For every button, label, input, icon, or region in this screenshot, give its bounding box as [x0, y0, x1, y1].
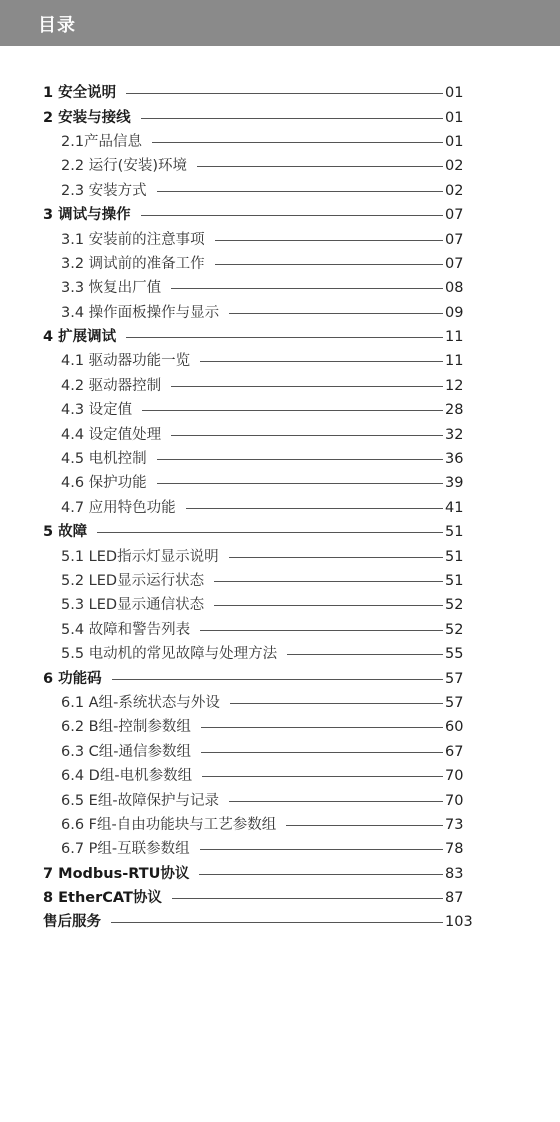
toc-entry-label: 2 安装与接线 [43, 109, 131, 126]
toc-entry-label: 2.1产品信息 [61, 133, 143, 150]
toc-leader-line [230, 703, 443, 704]
toc-entry-label: 6.6 F组-自由功能块与工艺参数组 [61, 816, 277, 833]
toc-chapter-entry[interactable] [0, 886, 560, 910]
toc-section-entry[interactable] [0, 837, 560, 861]
toc-page-number: 09 [445, 304, 464, 321]
toc-page-number: 51 [445, 573, 464, 589]
toc-section-entry[interactable] [0, 179, 560, 203]
header-bar [0, 0, 560, 46]
toc-leader-line [200, 849, 443, 850]
toc-section-entry[interactable] [0, 374, 560, 398]
toc-page-number: 07 [445, 255, 464, 272]
toc-leader-line [126, 337, 443, 338]
toc-entry-label: 8 EtherCAT协议 [43, 890, 162, 907]
toc-page-number: 103 [445, 914, 473, 931]
toc-entry-label: 3.4 操作面板操作与显示 [61, 304, 220, 321]
toc-chapter-entry[interactable] [0, 910, 560, 934]
toc-entry-label: 2.2 运行(安装)环境 [61, 158, 187, 175]
toc-leader-line [141, 215, 443, 216]
toc-entry-label: 4.5 电机控制 [61, 451, 147, 468]
toc-leader-line [287, 654, 443, 655]
toc-entry-label: 5.5 电动机的常见故障与处理方法 [61, 646, 278, 663]
toc-section-entry[interactable] [0, 447, 560, 471]
toc-leader-line [157, 459, 443, 460]
toc-entry-label: 6 功能码 [43, 670, 102, 687]
toc-page-number: 32 [445, 426, 464, 443]
toc-leader-line [199, 874, 443, 875]
toc-page-number: 83 [445, 865, 464, 882]
toc-leader-line [286, 825, 443, 826]
toc-entry-label: 6.7 P组-互联参数组 [61, 841, 190, 858]
table-of-contents [0, 81, 560, 935]
toc-entry-label: 6.1 A组-系统状态与外设 [61, 694, 220, 711]
toc-entry-label: 3.3 恢复出厂值 [61, 280, 162, 297]
toc-page-number: 51 [445, 548, 464, 565]
toc-section-entry[interactable] [0, 642, 560, 666]
toc-leader-line [229, 801, 443, 802]
toc-page-number: 12 [445, 377, 464, 394]
toc-entry-label: 7 Modbus-RTU协议 [43, 865, 190, 882]
toc-leader-line [229, 313, 443, 314]
toc-page-number: 07 [445, 207, 464, 224]
toc-leader-line [141, 118, 443, 119]
toc-entry-label: 4.3 设定值 [61, 402, 133, 419]
toc-entry-label: 6.2 B组-控制参数组 [61, 719, 191, 736]
toc-page-number: 01 [445, 109, 464, 126]
toc-entry-label: 1 安全说明 [43, 85, 117, 102]
toc-section-entry[interactable] [0, 618, 560, 642]
toc-page-number: 55 [445, 646, 464, 663]
toc-entry-label: 2.3 安装方式 [61, 182, 147, 199]
toc-entry-label: 3.1 安装前的注意事项 [61, 231, 205, 248]
toc-page-number: 57 [445, 694, 464, 711]
toc-page-number: 70 [445, 768, 464, 785]
toc-entry-label: 6.4 D组-电机参数组 [61, 768, 193, 785]
toc-page-number: 08 [445, 280, 464, 297]
toc-page-number: 52 [445, 621, 464, 638]
toc-entry-label: 6.5 E组-故障保护与记录 [61, 792, 220, 809]
toc-page-number: 70 [445, 792, 464, 809]
toc-leader-line [202, 776, 443, 777]
toc-page-number: 01 [445, 133, 464, 150]
toc-section-entry[interactable] [0, 398, 560, 422]
toc-entry-label: 5 故障 [43, 524, 88, 541]
toc-page-number: 01 [445, 85, 464, 102]
toc-section-entry[interactable] [0, 252, 560, 276]
toc-leader-line [215, 264, 443, 265]
toc-page-number: 11 [445, 353, 464, 370]
toc-entry-label: 4.1 驱动器功能一览 [61, 353, 191, 370]
toc-section-entry[interactable] [0, 764, 560, 788]
toc-leader-line [142, 410, 443, 411]
toc-entry-label: 4.4 设定值处理 [61, 426, 162, 443]
toc-entry-label: 5.1 LED指示灯显示说明 [61, 548, 219, 565]
toc-page-number: 11 [445, 329, 464, 346]
toc-page-number: 02 [445, 158, 464, 175]
toc-section-entry[interactable] [0, 715, 560, 739]
toc-chapter-entry[interactable] [0, 520, 560, 544]
toc-page-number: 07 [445, 231, 464, 248]
toc-leader-line [171, 288, 443, 289]
page-title: 目录 [38, 15, 76, 36]
toc-entry-label: 4.6 保护功能 [61, 475, 147, 492]
toc-section-entry[interactable] [0, 471, 560, 495]
toc-section-entry[interactable] [0, 496, 560, 520]
toc-page-number: 28 [445, 402, 464, 419]
toc-page-number: 41 [445, 499, 464, 516]
toc-page-number: 67 [445, 743, 464, 760]
toc-entry-label: 售后服务 [43, 914, 101, 931]
toc-section-entry[interactable] [0, 227, 560, 251]
toc-leader-line [171, 386, 443, 387]
toc-leader-line [112, 679, 443, 680]
toc-entry-label: 5.2 LED显示运行状态 [61, 573, 205, 589]
toc-entry-label: 4.2 驱动器控制 [61, 377, 162, 394]
toc-section-entry[interactable] [0, 422, 560, 446]
toc-leader-line [229, 557, 443, 558]
toc-page-number: 60 [445, 719, 464, 736]
toc-section-entry[interactable] [0, 813, 560, 837]
toc-leader-line [97, 532, 443, 533]
toc-leader-line [157, 191, 443, 192]
toc-entry-label: 5.4 故障和警告列表 [61, 621, 191, 638]
toc-chapter-entry[interactable] [0, 666, 560, 690]
toc-entry-label: 3 调试与操作 [43, 207, 131, 224]
toc-chapter-entry[interactable] [0, 81, 560, 105]
toc-section-entry[interactable] [0, 301, 560, 325]
toc-section-entry[interactable] [0, 276, 560, 300]
toc-entry-label: 5.3 LED显示通信状态 [61, 597, 205, 614]
toc-leader-line [152, 142, 443, 143]
toc-chapter-entry[interactable] [0, 203, 560, 227]
toc-section-entry[interactable] [0, 544, 560, 568]
toc-leader-line [111, 922, 443, 923]
toc-section-entry[interactable] [0, 593, 560, 617]
toc-page-number: 52 [445, 597, 464, 614]
toc-leader-line [126, 93, 443, 94]
toc-chapter-entry[interactable] [0, 862, 560, 886]
toc-page-number: 51 [445, 524, 464, 541]
toc-leader-line [172, 898, 443, 899]
toc-page-number: 87 [445, 890, 464, 907]
toc-entry-label: 4 扩展调试 [43, 329, 117, 346]
toc-section-entry[interactable] [0, 788, 560, 812]
toc-leader-line [200, 630, 443, 631]
toc-leader-line [215, 240, 443, 241]
toc-page-number: 02 [445, 182, 464, 199]
toc-leader-line [200, 361, 443, 362]
toc-leader-line [186, 508, 443, 509]
toc-section-entry[interactable] [0, 691, 560, 715]
toc-chapter-entry[interactable] [0, 325, 560, 349]
toc-entry-label: 4.7 应用特色功能 [61, 499, 176, 516]
toc-chapter-entry[interactable] [0, 105, 560, 129]
toc-entry-label: 3.2 调试前的准备工作 [61, 255, 205, 272]
toc-section-entry[interactable] [0, 740, 560, 764]
toc-page-number: 57 [445, 670, 464, 687]
toc-page-number: 73 [445, 816, 464, 833]
toc-page-number: 78 [445, 841, 464, 858]
toc-entry-label: 6.3 C组-通信参数组 [61, 743, 192, 760]
toc-section-entry[interactable] [0, 130, 560, 154]
toc-leader-line [214, 605, 443, 606]
toc-leader-line [171, 435, 443, 436]
toc-section-entry[interactable] [0, 154, 560, 178]
toc-page-number: 39 [445, 475, 464, 492]
toc-section-entry[interactable] [0, 569, 560, 593]
toc-section-entry[interactable] [0, 349, 560, 373]
toc-leader-line [197, 166, 443, 167]
toc-leader-line [201, 752, 443, 753]
toc-leader-line [157, 483, 443, 484]
toc-leader-line [214, 581, 443, 582]
toc-leader-line [201, 727, 443, 728]
toc-page-number: 36 [445, 451, 464, 468]
